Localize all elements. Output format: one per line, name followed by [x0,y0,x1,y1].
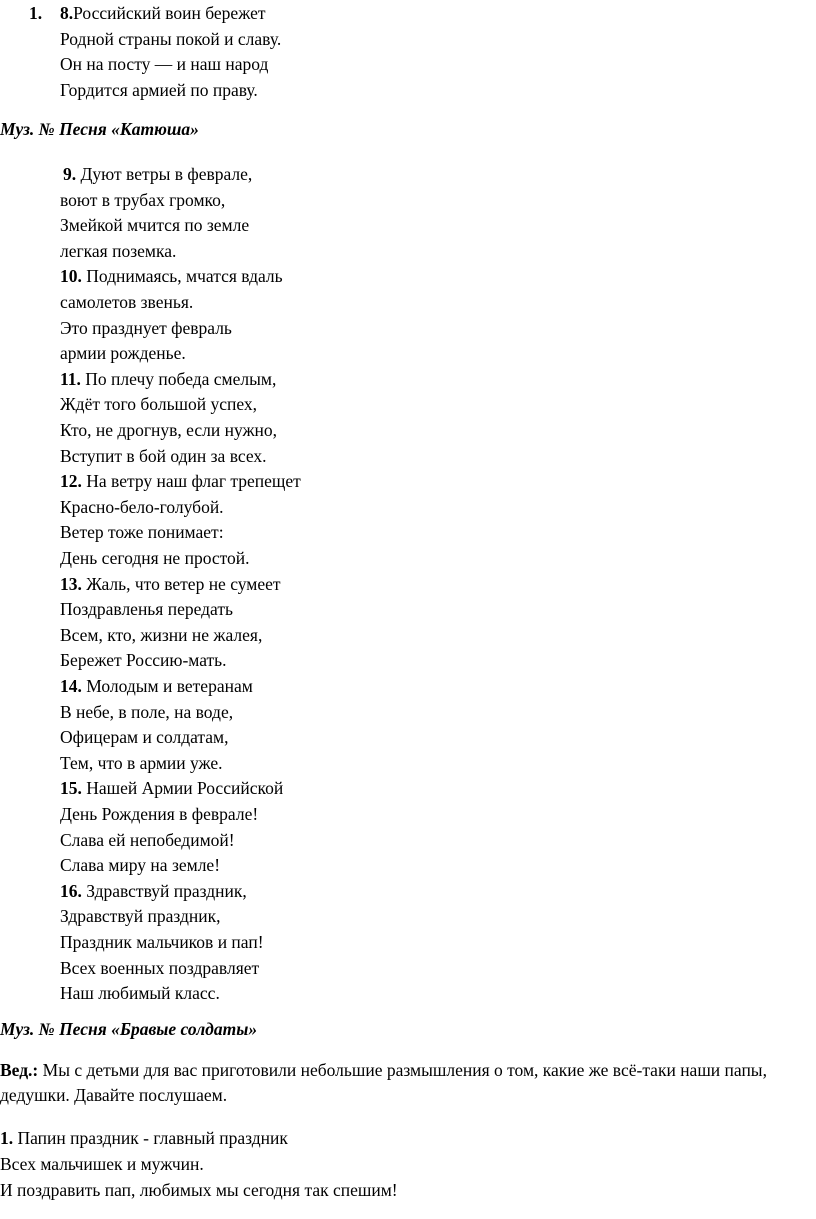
stanza-text: Это празднует февраль [60,318,232,338]
stanza-number: 11. [60,369,81,389]
stanza-text: воют в трубах громко, [60,190,226,210]
stanza-line [60,240,176,262]
stanza-8-line-3: Он на посту — и наш народ [60,54,269,74]
stanza-text: Дуют ветры в феврале, [80,164,253,184]
stanza-line [60,701,233,723]
stanza-line [60,726,229,748]
stanza-text: Поздравленья передать [60,599,233,619]
stanza-text: Здравствуй праздник, [86,881,247,901]
stanza-line [60,624,262,646]
stanza-8-line-1 [60,2,265,24]
stanza-number: 16. [60,881,82,901]
stanza-text: Жаль, что ветер не сумеет [86,574,281,594]
stanza-line [60,496,224,518]
stanza-text: Ждёт того большой успех, [60,394,258,414]
stanza-text: Поднимаясь, мчатся вдаль [86,266,283,286]
poem-text: Папин праздник - главный праздник [17,1128,288,1148]
stanza-text: Бережет Россию-мать. [60,650,227,670]
stanza-line [60,521,224,543]
poem-number: 1. [0,1128,14,1148]
stanza-number: 15. [60,778,82,798]
stanza-8-line-2: Родной страны покой и славу. [60,29,282,49]
stanza-text: День сегодня не простой. [60,548,250,568]
host-text: Мы с детьми для вас приготовили небольшие размышления о том, какие же всё-таки наши папы, дедушки. Давайте послушаем. [0,1060,767,1105]
stanza-line [60,829,235,851]
stanza-number: 13. [60,574,82,594]
stanza-text: Здравствуй праздник, [60,906,221,926]
stanza-line [60,393,257,415]
poem-1-line-2: Всех мальчишек и мужчин. [0,1154,204,1174]
stanza-text: Наш любимый класс. [60,983,220,1003]
stanza-number: 12. [60,471,82,491]
stanza-line [60,445,267,467]
stanza-line [60,777,283,799]
stanza-line [60,547,250,569]
stanza-line [60,957,259,979]
stanza-line [60,649,227,671]
stanza-text: Всех военных поздравляет [60,958,260,978]
stanza-text: Вступит в бой один за всех. [60,446,267,466]
stanza-8-line-4: Гордится армией по праву. [60,80,258,100]
stanza-line [60,598,233,620]
host-label: Вед.: [0,1060,39,1080]
stanza-line [60,931,264,953]
stanza-line [63,163,252,185]
stanza-text: Кто, не дрогнув, если нужно, [60,420,278,440]
stanza-text: На ветру наш флаг трепещет [86,471,301,491]
stanza-line [60,470,301,492]
stanza-line [60,342,186,364]
stanza-line [60,214,249,236]
poem-1-line-1 [0,1127,288,1149]
stanza-text: Офицерам и солдатам, [60,727,229,747]
stanza-line [60,189,225,211]
stanza-line [60,880,247,902]
music-heading-brave-soldiers: Муз. № Песня «Бравые солдаты» [0,1019,258,1039]
stanza-text: В небе, в поле, на воде, [60,702,234,722]
stanza-line [60,419,277,441]
stanza-text: Змейкой мчится по земле [60,215,250,235]
stanza-text: Нашей Армии Российской [86,778,284,798]
stanza-text: легкая поземка. [60,241,177,261]
host-paragraph [0,1058,800,1108]
stanza-text: Слава ей непобедимой! [60,830,235,850]
stanza-number: 14. [60,676,82,696]
stanza-line [60,854,220,876]
stanza-number: 8. [60,3,74,23]
stanza-text: Молодым и ветеранам [86,676,253,696]
music-heading-katyusha: Муз. № Песня «Катюша» [0,119,199,139]
stanza-line [60,675,253,697]
stanza-text: армии рожденье. [60,343,186,363]
stanza-number: 9. [63,164,77,184]
stanza-text: Российский воин бережет [73,3,266,23]
stanza-text: По плечу победа смелым, [85,369,277,389]
list-number: 1. [29,3,43,23]
stanza-number: 10. [60,266,82,286]
stanza-line [60,905,220,927]
stanza-text: Праздник мальчиков и пап! [60,932,264,952]
stanza-line [60,573,281,595]
stanza-line [60,265,283,287]
stanza-line [60,752,223,774]
stanza-line [60,291,193,313]
stanza-line [60,803,258,825]
stanza-line [60,368,276,390]
stanza-text: Слава миру на земле! [60,855,221,875]
stanza-text: Ветер тоже понимает: [60,522,224,542]
stanza-text: Тем, что в армии уже. [60,753,223,773]
stanza-text: Всем, кто, жизни не жалея, [60,625,263,645]
poem-1-line-3: И поздравить пап, любимых мы сегодня так спешим! [0,1180,398,1200]
stanza-line [60,317,232,339]
stanza-text: самолетов звенья. [60,292,194,312]
stanza-text: День Рождения в феврале! [60,804,259,824]
stanza-line [60,982,220,1004]
stanza-text: Красно-бело-голубой. [60,497,224,517]
